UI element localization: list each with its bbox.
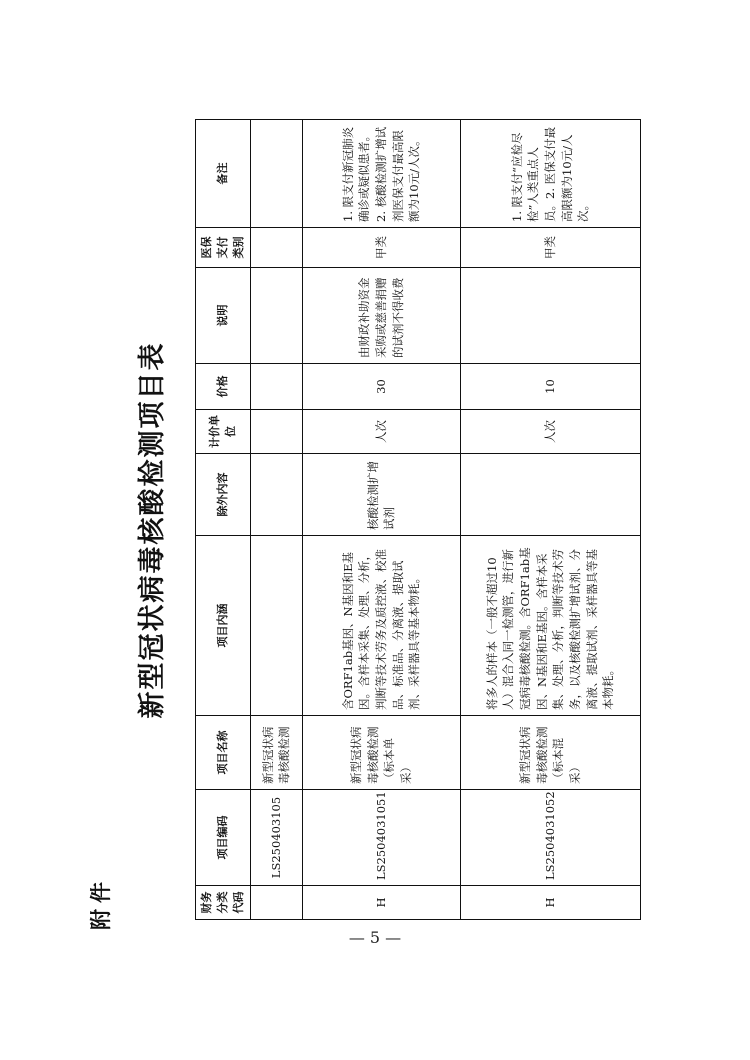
cell-item-code: LS2504031051 [302, 790, 460, 886]
page-title: 新型冠状病毒核酸检测项目表 [137, 341, 168, 719]
cell-excluded: 核酸检测扩增试剂 [302, 454, 460, 536]
cell-note [460, 268, 640, 364]
cell-note: 由财政补助资金采购或慈善捐赠的试剂不得收费 [302, 268, 460, 364]
cell-unit: 人次 [302, 410, 460, 454]
attachment-label: 附件 [89, 876, 113, 930]
col-header-item-code: 项目编码 [196, 790, 251, 886]
cell-note [250, 268, 302, 364]
page-number: — 5 — [348, 928, 402, 947]
col-header-fin-code: 财务分类代码 [196, 886, 251, 920]
cell-price [250, 364, 302, 410]
cell-name: 新型冠状病毒核酸检测（标本单采） [302, 716, 460, 790]
col-header-unit: 计价单位 [196, 410, 251, 454]
cell-unit: 人次 [460, 410, 640, 454]
cell-unit [250, 410, 302, 454]
table-row [460, 120, 640, 920]
table-row [250, 120, 302, 920]
cell-insurance: 甲类 [302, 228, 460, 268]
cell-name: 新型冠状病毒核酸检测（标本混采） [460, 716, 640, 790]
cell-fin-code [250, 886, 302, 920]
cell-price: 10 [460, 364, 640, 410]
col-header-insurance: 医保支付类别 [196, 228, 251, 268]
cell-insurance: 甲类 [460, 228, 640, 268]
col-header-name: 项目名称 [196, 716, 251, 790]
cell-insurance [250, 228, 302, 268]
cell-excluded [460, 454, 640, 536]
cell-fin-code: H [302, 886, 460, 920]
cell-price: 30 [302, 364, 460, 410]
cell-item-code: LS2504031052 [460, 790, 640, 886]
cell-fin-code: H [460, 886, 640, 920]
cell-remark: 1. 限支付“应检尽检”人类重点人员。2. 医保支付最高限额为10元/人次。 [460, 120, 640, 228]
col-header-excluded: 除外内容 [196, 454, 251, 536]
cell-remark [250, 120, 302, 228]
cell-content: 将多人的样本（一般不超过10人）混合入同一检测管，进行新冠病毒核酸检测。含ORF1ab基因、N基因和E基因。含样本采集、处理、分析，判断等技术劳务，以及核酸检测扩增试剂、分离液、提取试剂、采样器具等基本物耗。 [460, 536, 640, 716]
table-header-row [196, 120, 251, 920]
cell-name: 新型冠状病毒核酸检测 [250, 716, 302, 790]
table-row [302, 120, 460, 920]
col-header-note: 说明 [196, 268, 251, 364]
col-header-content: 项目内涵 [196, 536, 251, 716]
cell-excluded [250, 454, 302, 536]
cell-remark: 1. 限支付新冠肺炎确诊或疑似患者。2. 核酸检测扩增试剂医保支付最高限额为10元/人次。 [302, 120, 460, 228]
cell-content: 含ORF1ab基因、N基因和E基因。含样本采集、处理、分析，判断等技术劳务及质控液、校准品、标准品、分离液、提取试剂、采样器具等基本物耗。 [302, 536, 460, 716]
cell-content [250, 536, 302, 716]
detection-items-table [195, 119, 641, 920]
col-header-remark: 备注 [196, 120, 251, 228]
col-header-price: 价格 [196, 364, 251, 410]
cell-item-code: LS250403105 [250, 790, 302, 886]
